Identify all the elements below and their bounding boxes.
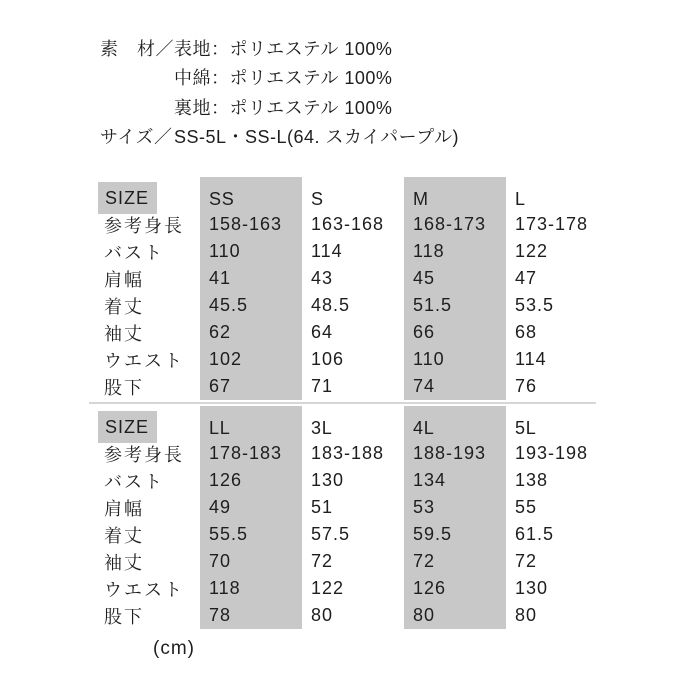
column-header-ll: LL	[200, 406, 302, 440]
row-label-cell	[98, 292, 200, 319]
unit-note: (cm)	[153, 638, 195, 659]
table-cell: 178-183	[200, 440, 302, 467]
column-header-ss: SS	[200, 177, 302, 211]
row-label-height: 参考身長	[104, 215, 184, 236]
table-cell: 76	[515, 376, 538, 396]
row-label-bust: バスト	[104, 471, 164, 492]
row-label-cell	[98, 373, 200, 400]
table-cell: 49	[200, 494, 302, 521]
row-label-sleeve: 袖丈	[104, 552, 144, 573]
row-label-bust: バスト	[104, 242, 164, 263]
column-header-3l: 3L	[311, 417, 333, 438]
row-label-body-length: 着丈	[104, 296, 144, 317]
table-cell: 53.5	[515, 295, 555, 315]
spec-header	[100, 33, 459, 151]
size-table-upper	[98, 177, 611, 400]
column-header-l: L	[515, 188, 526, 209]
size-header-cell	[98, 406, 200, 440]
row-label-height: 参考身長	[104, 444, 184, 465]
table-cell: 110	[404, 346, 506, 373]
material-line-padding	[100, 63, 459, 93]
size-range-line	[100, 122, 459, 152]
row-label-shoulder: 肩幅	[104, 498, 144, 519]
table-cell: 138	[515, 470, 549, 490]
row-label-cell	[98, 602, 200, 629]
table-cell: 122	[515, 241, 549, 261]
table-cell: 68	[515, 322, 538, 342]
table-cell: 80	[515, 605, 538, 625]
column-header-s: S	[311, 188, 324, 209]
table-cell: 106	[311, 349, 345, 369]
table-cell: 118	[200, 575, 302, 602]
table-cell: 59.5	[404, 521, 506, 548]
row-label-inseam: 股下	[104, 377, 144, 398]
table-cell: 110	[200, 238, 302, 265]
row-label-waist: ウエスト	[104, 350, 184, 371]
table-cell: 66	[404, 319, 506, 346]
table-cell: 70	[200, 548, 302, 575]
table-cell: 183-188	[311, 443, 385, 463]
row-label-cell	[98, 575, 200, 602]
material-outer-text: 表地：ポリエステル 100%	[174, 38, 393, 59]
row-label-cell	[98, 548, 200, 575]
row-label-waist: ウエスト	[104, 579, 184, 600]
table-cell: 130	[515, 578, 549, 598]
table-cell: 168-173	[404, 211, 506, 238]
row-label-inseam: 股下	[104, 606, 144, 627]
table-cell: 102	[200, 346, 302, 373]
table-cell: 45.5	[200, 292, 302, 319]
table-cell: 80	[404, 602, 506, 629]
table-cell: 114	[311, 241, 343, 261]
material-padding-text: 中綿：ポリエステル 100%	[174, 68, 393, 89]
table-cell: 193-198	[515, 443, 589, 463]
table-cell: 188-193	[404, 440, 506, 467]
table-cell: 158-163	[200, 211, 302, 238]
material-label: 素 材／	[100, 38, 174, 59]
table-cell: 48.5	[311, 295, 351, 315]
table-cell: 130	[311, 470, 345, 490]
table-cell: 72	[404, 548, 506, 575]
column-header-m: M	[404, 177, 506, 211]
row-label-cell	[98, 494, 200, 521]
row-label-body-length: 着丈	[104, 525, 144, 546]
table-cell: 45	[404, 265, 506, 292]
size-header-cell	[98, 177, 200, 211]
table-cell: 80	[311, 605, 334, 625]
table-cell: 72	[515, 551, 538, 571]
row-label-cell	[98, 346, 200, 373]
row-label-cell	[98, 440, 200, 467]
table-cell: 51	[311, 497, 334, 517]
table-cell: 72	[311, 551, 334, 571]
table-cell: 55.5	[200, 521, 302, 548]
table-cell: 163-168	[311, 214, 385, 234]
table-cell: 53	[404, 494, 506, 521]
table-cell: 47	[515, 268, 538, 288]
row-label-cell	[98, 265, 200, 292]
table-cell: 74	[404, 373, 506, 400]
column-header-4l: 4L	[404, 406, 506, 440]
size-table-title: SIZE	[98, 411, 157, 443]
table-divider	[89, 402, 596, 404]
table-cell: 41	[200, 265, 302, 292]
row-label-cell	[98, 238, 200, 265]
row-label-shoulder: 肩幅	[104, 269, 144, 290]
size-range-text: SS-5L・SS-L(64. スカイパープル)	[174, 127, 460, 148]
table-cell: 126	[200, 467, 302, 494]
table-cell: 118	[404, 238, 506, 265]
table-cell: 134	[404, 467, 506, 494]
material-line-lining	[100, 92, 459, 122]
table-cell: 61.5	[515, 524, 555, 544]
table-cell: 43	[311, 268, 334, 288]
size-range-label: サイズ／	[100, 127, 173, 148]
row-label-cell	[98, 467, 200, 494]
row-label-cell	[98, 319, 200, 346]
column-header-5l: 5L	[515, 417, 537, 438]
table-cell: 64	[311, 322, 334, 342]
table-cell: 55	[515, 497, 538, 517]
material-lining-text: 裏地：ポリエステル 100%	[174, 97, 393, 118]
table-cell: 71	[311, 376, 334, 396]
row-label-cell	[98, 211, 200, 238]
material-line-outer	[100, 33, 459, 63]
table-cell: 78	[200, 602, 302, 629]
row-label-sleeve: 袖丈	[104, 323, 144, 344]
table-cell: 67	[200, 373, 302, 400]
table-cell: 114	[515, 349, 547, 369]
table-cell: 122	[311, 578, 345, 598]
row-label-cell	[98, 521, 200, 548]
table-cell: 57.5	[311, 524, 351, 544]
size-table-title: SIZE	[98, 182, 157, 214]
table-cell: 51.5	[404, 292, 506, 319]
table-cell: 173-178	[515, 214, 589, 234]
table-cell: 126	[404, 575, 506, 602]
table-cell: 62	[200, 319, 302, 346]
size-table-lower	[98, 406, 611, 629]
